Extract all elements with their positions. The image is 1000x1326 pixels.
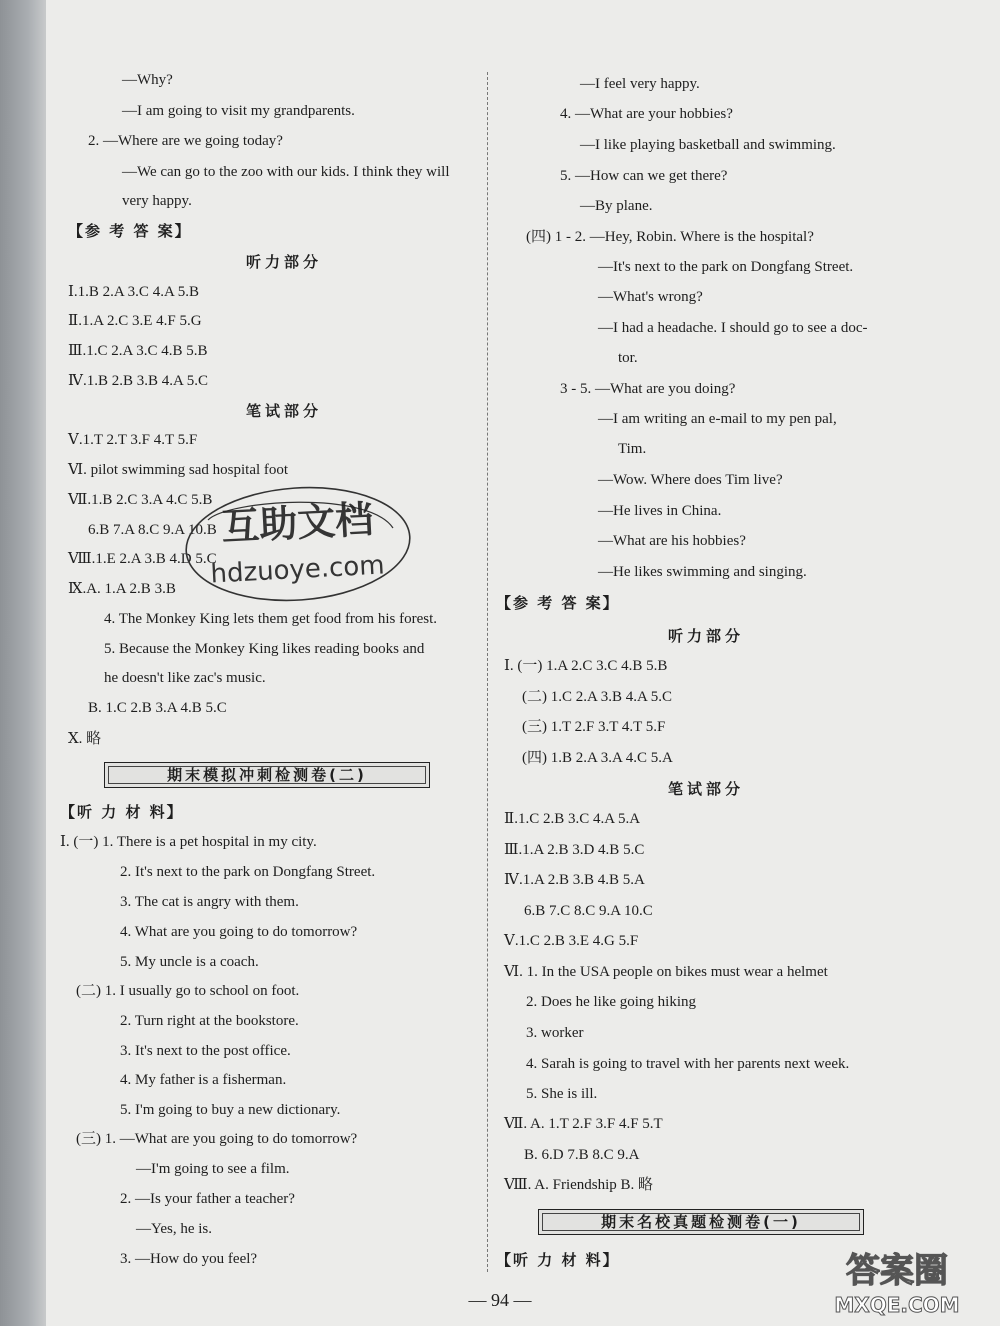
text-line: 2. Does he like going hiking [526, 994, 696, 1010]
text-line: (三) 1. —What are you going to do tomorrow? [76, 1131, 358, 1147]
text-line: 5. She is ill. [526, 1086, 598, 1102]
text-line: —Yes, he is. [136, 1221, 212, 1237]
page-number: — 94 — [468, 1290, 532, 1310]
text-line: 2. Turn right at the bookstore. [120, 1013, 299, 1029]
text-line: —I am writing an e-mail to my pen pal, [598, 411, 837, 427]
text-line: 3 - 5. —What are you doing? [560, 381, 736, 397]
exam-title-box: 期末名校真题检测卷(一) [538, 1209, 864, 1235]
subsection-heading: 听力部分 [245, 253, 322, 271]
text-line: —He likes swimming and singing. [598, 564, 807, 580]
text-line: —It's next to the park on Dongfang Street. [598, 259, 854, 275]
svg-text:MXQE.COM: MXQE.COM [834, 1293, 960, 1317]
text-line: (四) 1 - 2. —Hey, Robin. Where is the hospital? [526, 229, 814, 245]
text-line: Ⅵ. 1. In the USA people on bikes must wear a helmet [504, 964, 828, 980]
text-line: 5. Because the Monkey King likes reading books and [104, 641, 425, 657]
text-line: 3. —How do you feel? [120, 1251, 258, 1267]
text-line: Ⅲ.1.A 2.B 3.D 4.B 5.C [504, 842, 645, 858]
text-line: Ⅷ.1.E 2.A 3.B 4.D 5.C [68, 551, 217, 567]
text-line: 3. worker [526, 1025, 584, 1041]
text-line: 5. I'm going to buy a new dictionary. [120, 1102, 341, 1118]
text-line: 4. What are you going to do tomorrow? [120, 924, 358, 940]
section-heading: 【参 考 答 案】 [68, 222, 192, 240]
text-line: Ⅲ.1.C 2.A 3.C 4.B 5.B [68, 343, 208, 359]
svg-text:hdzuoye.com: hdzuoye.com [209, 550, 386, 590]
text-line: Tim. [618, 441, 647, 457]
text-line: 4. —What are your hobbies? [560, 106, 733, 122]
text-line: —Why? [122, 72, 173, 88]
text-line: he doesn't like zac's music. [104, 670, 266, 686]
text-line: Ⅷ. A. Friendship B. 略 [504, 1177, 654, 1193]
text-line: Ⅶ. A. 1.T 2.F 3.F 4.F 5.T [504, 1116, 663, 1132]
text-line: 2. It's next to the park on Dongfang Street. [120, 864, 376, 880]
svg-text:互助文档: 互助文档 [220, 497, 375, 549]
text-line: —I'm going to see a film. [136, 1161, 290, 1177]
svg-text:答案圈: 答案圈 [846, 1251, 948, 1291]
text-line: Ⅱ.1.C 2.B 3.C 4.A 5.A [504, 811, 641, 827]
text-line: (二) 1. I usually go to school on foot. [76, 983, 300, 999]
text-line: —Wow. Where does Tim live? [598, 472, 783, 488]
text-line: Ⅴ.1.T 2.T 3.F 4.T 5.F [68, 432, 198, 448]
text-line: B. 1.C 2.B 3.A 4.B 5.C [88, 700, 227, 716]
text-line: Ⅸ.A. 1.A 2.B 3.B [68, 581, 176, 597]
text-line: 2. —Where are we going today? [88, 133, 283, 149]
text-line: 4. My father is a fisherman. [120, 1072, 287, 1088]
text-line: tor. [618, 350, 638, 366]
text-line: B. 6.D 7.B 8.C 9.A [524, 1147, 640, 1163]
text-line: 3. The cat is angry with them. [120, 894, 299, 910]
text-line: Ⅳ.1.B 2.B 3.B 4.A 5.C [68, 373, 209, 389]
subsection-heading: 听力部分 [667, 627, 744, 645]
text-line: 4. The Monkey King lets them get food from his forest. [104, 611, 438, 627]
text-line: (二) 1.C 2.A 3.B 4.A 5.C [522, 689, 673, 705]
text-line: Ⅳ.1.A 2.B 3.B 4.B 5.A [504, 872, 645, 888]
subsection-heading: 笔试部分 [245, 402, 322, 420]
corner-logo [802, 1240, 992, 1320]
text-line: 5. —How can we get there? [560, 168, 728, 184]
text-line: (三) 1.T 2.F 3.T 4.T 5.F [522, 719, 666, 735]
text-line: —I am going to visit my grandparents. [122, 103, 355, 119]
text-line: —I like playing basketball and swimming. [580, 137, 836, 153]
text-line: —I feel very happy. [580, 76, 700, 92]
text-line: Ⅵ. pilot swimming sad hospital foot [68, 462, 289, 478]
text-line: 6.B 7.A 8.C 9.A 10.B [88, 522, 217, 538]
text-line: 2. —Is your father a teacher? [120, 1191, 295, 1207]
text-line: Ⅰ.1.B 2.A 3.C 4.A 5.B [68, 284, 199, 300]
text-line: —By plane. [580, 198, 653, 214]
section-heading: 【听 力 材 料】 [496, 1251, 620, 1269]
text-line: 4. Sarah is going to travel with her parents next week. [526, 1056, 850, 1072]
text-line: Ⅶ.1.B 2.C 3.A 4.C 5.B [68, 492, 213, 508]
text-line: Ⅴ.1.C 2.B 3.E 4.G 5.F [504, 933, 639, 949]
text-line: 6.B 7.C 8.C 9.A 10.C [524, 903, 653, 919]
text-line: —He lives in China. [598, 503, 722, 519]
subsection-heading: 笔试部分 [667, 780, 744, 798]
text-line: 5. My uncle is a coach. [120, 954, 259, 970]
text-line: —What are his hobbies? [598, 533, 746, 549]
column-divider [487, 72, 488, 1272]
text-line: —We can go to the zoo with our kids. I think they will [122, 164, 450, 180]
text-line: —What's wrong? [598, 289, 703, 305]
section-heading: 【听 力 材 料】 [60, 803, 184, 821]
text-line: Ⅱ.1.A 2.C 3.E 4.F 5.G [68, 313, 202, 329]
text-line: Ⅰ. (一) 1.A 2.C 3.C 4.B 5.B [504, 658, 668, 674]
text-line: Ⅹ. 略 [68, 731, 102, 747]
text-line: (四) 1.B 2.A 3.A 4.C 5.A [522, 750, 673, 766]
page-edge-shadow [0, 0, 46, 1326]
text-line: very happy. [122, 193, 192, 209]
section-heading: 【参 考 答 案】 [496, 594, 620, 612]
text-line: —I had a headache. I should go to see a doc- [598, 320, 868, 336]
text-line: 3. It's next to the post office. [120, 1043, 291, 1059]
text-line: Ⅰ. (一) 1. There is a pet hospital in my city. [60, 834, 317, 850]
exam-title-box: 期末模拟冲刺检测卷(二) [104, 762, 430, 788]
